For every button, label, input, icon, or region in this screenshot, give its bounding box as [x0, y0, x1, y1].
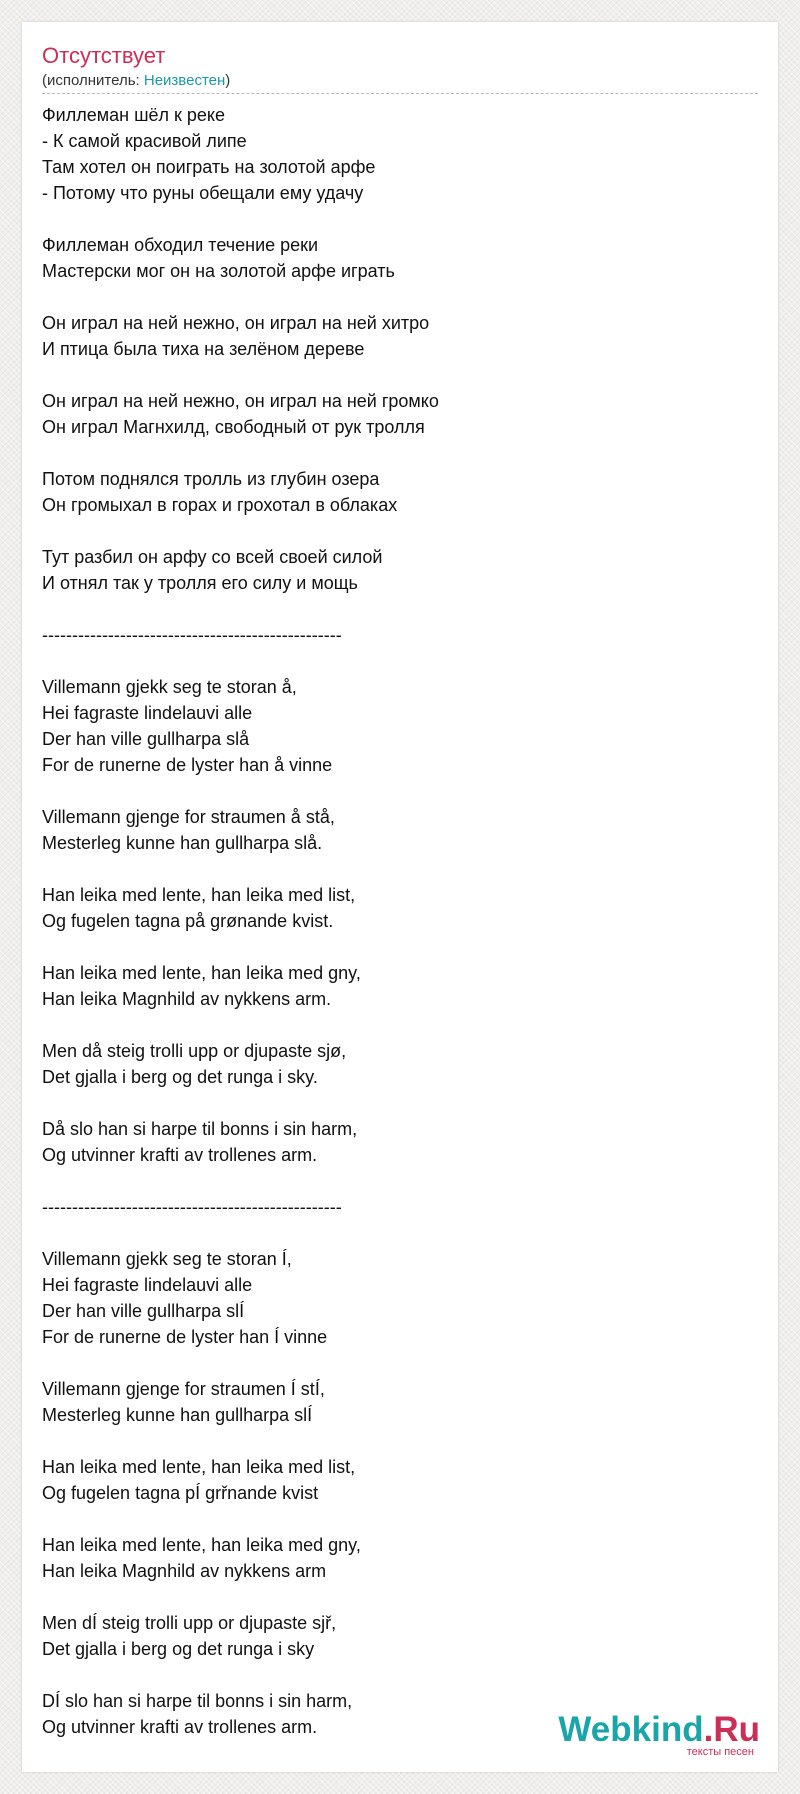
lyrics-line: - К самой красивой липе — [42, 131, 247, 151]
lyrics-stanza — [42, 1454, 742, 1506]
lyrics-line: Он громыхал в горах и грохотал в облаках — [42, 495, 398, 515]
lyrics-line: И птица была тиха на зелёном дереве — [42, 339, 365, 359]
lyrics-line: Og utvinner krafti av trollenes arm. — [42, 1145, 318, 1165]
lyrics-line: Det gjalla i berg og det runga i sky. — [42, 1067, 318, 1087]
lyrics-stanza — [42, 388, 742, 440]
lyrics-line: Тут разбил он арфу со всей своей силой — [42, 547, 383, 567]
lyrics-stanza — [42, 310, 742, 362]
lyrics-line: Der han ville gullharpa slå — [42, 729, 250, 749]
lyrics-line: -------------------------------------------------- — [42, 625, 342, 645]
performer-label: (исполнитель: — [42, 72, 144, 89]
lyrics-line: Men dÍ steig trolli upp or djupaste sjř, — [42, 1613, 337, 1633]
lyrics-line: Då slo han si harpe til bonns i sin harm, — [42, 1119, 358, 1139]
lyrics-stanza — [42, 1194, 742, 1220]
lyrics-stanza — [42, 1116, 742, 1168]
lyrics-line: Hei fagraste lindelauvi alle — [42, 703, 253, 723]
logo-name: Webkind — [558, 1710, 704, 1749]
lyrics-line: Villemann gjenge for straumen å stå, — [42, 807, 335, 827]
lyrics-line: For de runerne de lyster han Í vinne — [42, 1327, 328, 1347]
lyrics-line: Там хотел он поиграть на золотой арфе — [42, 157, 376, 177]
lyrics-line: - Потому что руны обещали ему удачу — [42, 183, 364, 203]
lyrics-line: Mesterleg kunne han gullharpa slÍ — [42, 1405, 313, 1425]
lyrics-line: Он играл на ней нежно, он играл на ней громко — [42, 391, 439, 411]
lyrics-stanza — [42, 102, 742, 206]
lyrics-stanza — [42, 804, 742, 856]
lyrics-line: Og fugelen tagna på grønande kvist. — [42, 911, 334, 931]
performer-label-close: ) — [225, 72, 231, 89]
lyrics-stanza — [42, 882, 742, 934]
lyrics-card — [22, 22, 778, 1772]
webkind-logo[interactable] — [558, 1712, 760, 1758]
lyrics-stanza — [42, 622, 742, 648]
lyrics-line: Han leika med lente, han leika med list, — [42, 885, 356, 905]
lyrics-stanza — [42, 1610, 742, 1662]
lyrics-line: Он играл на ней нежно, он играл на ней хитро — [42, 313, 430, 333]
lyrics-line: Филлеман шёл к реке — [42, 105, 226, 125]
lyrics-stanza — [42, 674, 742, 778]
header-divider — [42, 93, 758, 94]
logo-tagline: тексты песен — [686, 1746, 754, 1758]
lyrics-line: Филлеман обходил течение реки — [42, 235, 319, 255]
lyrics-line: Der han ville gullharpa slÍ — [42, 1301, 245, 1321]
lyrics-stanza — [42, 1376, 742, 1428]
lyrics-line: Mesterleg kunne han gullharpa slå. — [42, 833, 323, 853]
lyrics-stanza — [42, 544, 742, 596]
lyrics-text — [42, 102, 742, 1740]
lyrics-line: Villemann gjekk seg te storan Í, — [42, 1249, 292, 1269]
lyrics-stanza — [42, 232, 742, 284]
lyrics-line: For de runerne de lyster han å vinne — [42, 755, 333, 775]
logo-wordmark — [558, 1712, 760, 1748]
lyrics-line: DÍ slo han si harpe til bonns i sin harm, — [42, 1691, 353, 1711]
lyrics-line: Han leika Magnhild av nykkens arm. — [42, 989, 332, 1009]
lyrics-stanza — [42, 466, 742, 518]
lyrics-line: Мастерски мог он на золотой арфе играть — [42, 261, 395, 281]
lyrics-stanza — [42, 1038, 742, 1090]
performer-info — [42, 72, 230, 90]
lyrics-line: Og utvinner krafti av trollenes arm. — [42, 1717, 318, 1737]
lyrics-line: Villemann gjenge for straumen Í stÍ, — [42, 1379, 325, 1399]
lyrics-line: Он играл Магнхилд, свободный от рук тролля — [42, 417, 425, 437]
performer-link[interactable]: Неизвестен — [143, 72, 226, 89]
logo-tld: .Ru — [703, 1710, 760, 1749]
lyrics-line: Потом поднялся тролль из глубин озера — [42, 469, 380, 489]
lyrics-line: Det gjalla i berg og det runga i sky — [42, 1639, 315, 1659]
lyrics-line: Men då steig trolli upp or djupaste sjø, — [42, 1041, 347, 1061]
lyrics-stanza — [42, 1532, 742, 1584]
lyrics-line: Han leika Magnhild av nykkens arm — [42, 1561, 327, 1581]
lyrics-line: И отнял так у тролля его силу и мощь — [42, 573, 358, 593]
lyrics-stanza — [42, 1246, 742, 1350]
lyrics-line: Hei fagraste lindelauvi alle — [42, 1275, 253, 1295]
lyrics-stanza — [42, 960, 742, 1012]
lyrics-line: Han leika med lente, han leika med gny, — [42, 1535, 361, 1555]
lyrics-line: Han leika med lente, han leika med list, — [42, 1457, 356, 1477]
lyrics-line: Han leika med lente, han leika med gny, — [42, 963, 361, 983]
lyrics-line: -------------------------------------------------- — [42, 1197, 342, 1217]
lyrics-line: Villemann gjekk seg te storan å, — [42, 677, 297, 697]
song-title: Отсутствует — [42, 43, 166, 68]
lyrics-line: Og fugelen tagna pÍ grřnande kvist — [42, 1483, 319, 1503]
